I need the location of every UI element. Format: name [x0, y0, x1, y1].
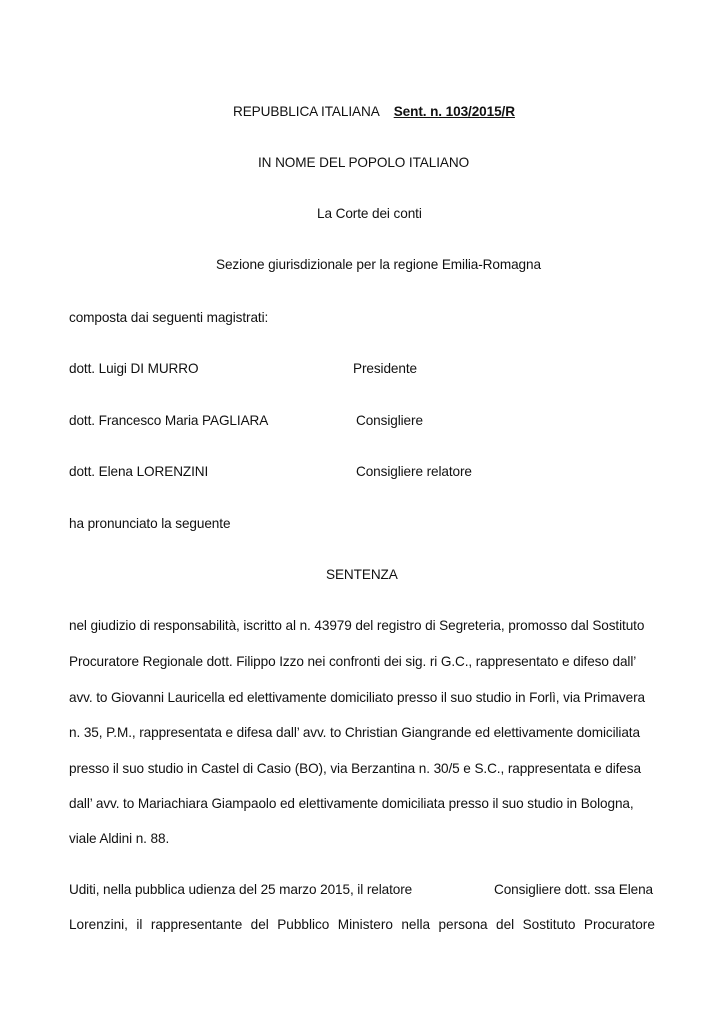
body-line: avv. to Giovanni Lauricella ed elettivamente domiciliato presso il suo studio in Forlì, via Primavera [69, 690, 645, 705]
judge-role: Presidente [353, 361, 417, 376]
sentence-number: Sent. n. 103/2015/R [393, 104, 515, 119]
court-section: Sezione giurisdizionale per la regione Emilia-Romagna [216, 257, 541, 272]
word: nella [401, 917, 431, 932]
body-line: Procuratore Regionale dott. Filippo Izzo nei confronti dei sig. ri G.C., rappresentato e difeso dall’ [69, 654, 637, 669]
judge-role: Consigliere relatore [356, 464, 472, 479]
body-line: n. 35, P.M., rappresentata e difesa dall’ avv. to Christian Giangrande ed elettivamente domiciliata [69, 725, 640, 740]
word: Procuratore [583, 917, 655, 932]
word: il [136, 917, 143, 932]
word: del [496, 917, 515, 932]
body-line: dall’ avv. to Mariachiara Giampaolo ed elettivamente domiciliata presso il suo studio in Bologna, [69, 796, 634, 811]
sentence-title: SENTENZA [326, 567, 398, 582]
word: Pubblico [277, 917, 330, 932]
word: Sostituto [522, 917, 576, 932]
hearing-line-2 [69, 916, 655, 934]
judge-role: Consigliere [356, 413, 423, 428]
word: rappresentante [150, 917, 243, 932]
judge-name: dott. Elena LORENZINI [69, 464, 209, 479]
judge-name: dott. Francesco Maria PAGLIARA [69, 413, 269, 428]
court-name: La Corte dei conti [317, 206, 422, 221]
word: Ministero [337, 917, 393, 932]
header-line [233, 103, 515, 121]
hearing-text: Uditi, nella pubblica udienza del 25 marzo 2015, il relatore [69, 882, 413, 897]
judge-name: dott. Luigi DI MURRO [69, 361, 199, 376]
word: Lorenzini, [69, 917, 128, 932]
word: persona [438, 917, 488, 932]
pronounced-text: ha pronunciato la seguente [69, 516, 231, 531]
in-the-name-heading: IN NOME DEL POPOLO ITALIANO [258, 155, 470, 170]
body-line: viale Aldini n. 88. [69, 831, 170, 846]
hearing-text-right: Consigliere dott. ssa Elena [494, 882, 654, 897]
body-line: nel giudizio di responsabilità, iscritto al n. 43979 del registro di Segreteria, promosso dal Sostituto [69, 618, 645, 633]
composition-intro: composta dai seguenti magistrati: [69, 310, 269, 325]
body-line: presso il suo studio in Castel di Casio (BO), via Berzantina n. 30/5 e S.C., rappresentata e difesa [69, 761, 641, 776]
republic-title: REPUBBLICA ITALIANA [233, 104, 380, 119]
word: del [250, 917, 269, 932]
